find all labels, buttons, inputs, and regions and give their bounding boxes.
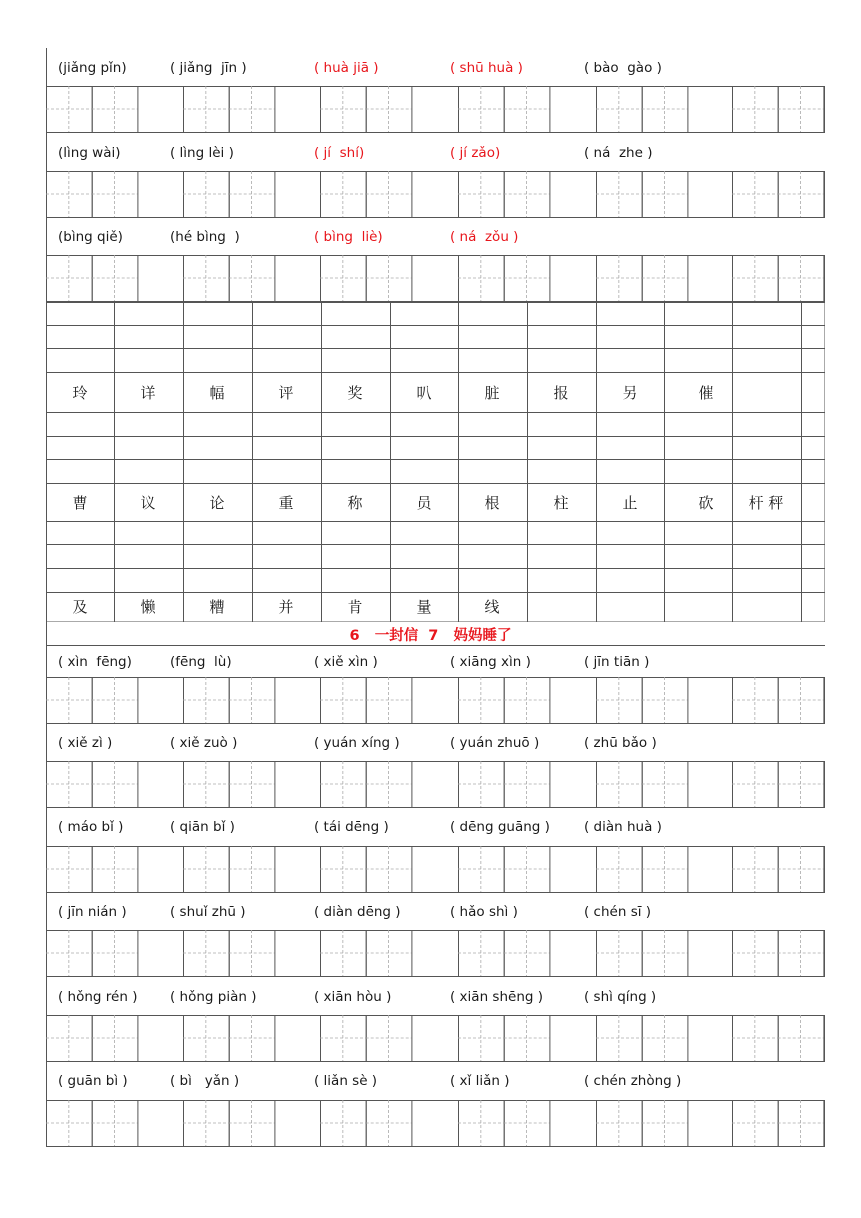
character-table-grid (46, 302, 825, 622)
char-cell: 报 (553, 384, 569, 402)
pinyin-word: ( xiě xìn ) (314, 654, 378, 670)
pinyin-word: ( jí zǎo) (450, 145, 501, 161)
writing-grid (46, 171, 825, 219)
char-cell: 根 (484, 494, 500, 512)
pinyin-word: ( xiān shēng ) (450, 989, 543, 1005)
pinyin-word: ( huà jiā ) (314, 60, 379, 76)
char-cell: 脏 (484, 384, 500, 402)
pinyin-word: ( chén zhòng ) (584, 1073, 682, 1089)
pinyin-word: ( hǎo shì ) (450, 904, 518, 920)
pinyin-word: ( máo bǐ ) (58, 819, 124, 835)
pinyin-word: ( yuán zhuō ) (450, 735, 540, 751)
char-cell: 员 (416, 494, 432, 512)
writing-grid (46, 255, 825, 303)
char-cell: 议 (140, 494, 156, 512)
pinyin-word: ( dēng guāng ) (450, 819, 550, 835)
char-cell: 幅 (209, 384, 225, 402)
char-cell: 量 (416, 598, 432, 616)
char-cell: 止 (622, 494, 638, 512)
pinyin-word: ( hǒng rén ) (58, 989, 138, 1005)
pinyin-word: ( jiǎng jīn ) (170, 60, 247, 76)
char-cell: 叭 (416, 384, 432, 402)
char-cell: 懒 (140, 598, 156, 616)
pinyin-word: ( chén sī ) (584, 904, 652, 920)
pinyin-word: ( diàn huà ) (584, 819, 662, 835)
char-cell: 详 (140, 384, 156, 402)
pinyin-word: ( shū huà ) (450, 60, 523, 76)
character-table (46, 302, 825, 622)
char-cell: 另 (622, 384, 638, 402)
char-cell: 催 (698, 384, 714, 402)
pinyin-word: ( diàn dēng ) (314, 904, 401, 920)
pinyin-word: ( xiāng xìn ) (450, 654, 531, 670)
pinyin-word: ( ná zǒu ) (450, 229, 519, 245)
pinyin-word: (jiǎng pǐn) (58, 60, 127, 76)
pinyin-word: ( yuán xíng ) (314, 735, 400, 751)
pinyin-word: ( shuǐ zhū ) (170, 904, 246, 920)
char-cell: 肯 (347, 598, 363, 616)
pinyin-word: ( xiě zuò ) (170, 735, 238, 751)
pinyin-word: (hé bìng ) (170, 229, 240, 245)
char-cell: 玲 (72, 384, 88, 402)
pinyin-word: ( jí shí) (314, 145, 365, 161)
writing-grid (46, 761, 825, 809)
pinyin-word: ( xiān hòu ) (314, 989, 392, 1005)
char-cell: 砍 (698, 494, 714, 512)
char-cell: 评 (278, 384, 294, 402)
char-cell: 柱 (553, 494, 569, 512)
char-cell: 糟 (209, 598, 225, 616)
char-cell: 线 (484, 598, 500, 616)
pinyin-word: ( lìng lèi ) (170, 145, 234, 161)
char-cell: 及 (72, 598, 88, 616)
pinyin-word: ( bìng liè) (314, 229, 383, 245)
char-cell: 论 (209, 494, 225, 512)
pinyin-word: (bìng qiě) (58, 229, 123, 245)
section-divider (46, 645, 825, 647)
writing-grid (46, 846, 825, 894)
pinyin-word: ( shì qíng ) (584, 989, 657, 1005)
pinyin-word: (fēng lù) (170, 654, 232, 670)
pinyin-word: ( liǎn sè ) (314, 1073, 378, 1089)
pinyin-word: ( jīn nián ) (58, 904, 127, 920)
char-cell: 曹 (72, 494, 88, 512)
char-cell: 称 (347, 494, 363, 512)
pinyin-word: ( xìn fēng) (58, 654, 132, 670)
pinyin-word: ( bì yǎn ) (170, 1073, 240, 1089)
pinyin-word: ( hǒng piàn ) (170, 989, 257, 1005)
pinyin-word: ( guān bì ) (58, 1073, 128, 1089)
pinyin-word: ( tái dēng ) (314, 819, 389, 835)
writing-grid (46, 677, 825, 725)
char-cell: 杆 秤 (748, 494, 784, 512)
pinyin-word: ( xiě zì ) (58, 735, 113, 751)
char-cell: 并 (278, 598, 294, 616)
writing-grid (46, 1015, 825, 1063)
writing-grid (46, 86, 825, 134)
writing-grid (46, 930, 825, 978)
pinyin-word: (lìng wài) (58, 145, 121, 161)
pinyin-word: ( xǐ liǎn ) (450, 1073, 510, 1089)
section-title: 6 一封信 7 妈妈睡了 (349, 628, 512, 644)
pinyin-word: ( bào gào ) (584, 60, 662, 76)
writing-grid (46, 1100, 825, 1148)
pinyin-word: ( qiān bǐ ) (170, 819, 235, 835)
pinyin-word: ( zhū bǎo ) (584, 735, 657, 751)
pinyin-word: ( jīn tiān ) (584, 654, 650, 670)
pinyin-word: ( ná zhe ) (584, 145, 653, 161)
char-cell: 重 (278, 494, 294, 512)
char-cell: 奖 (347, 384, 363, 402)
